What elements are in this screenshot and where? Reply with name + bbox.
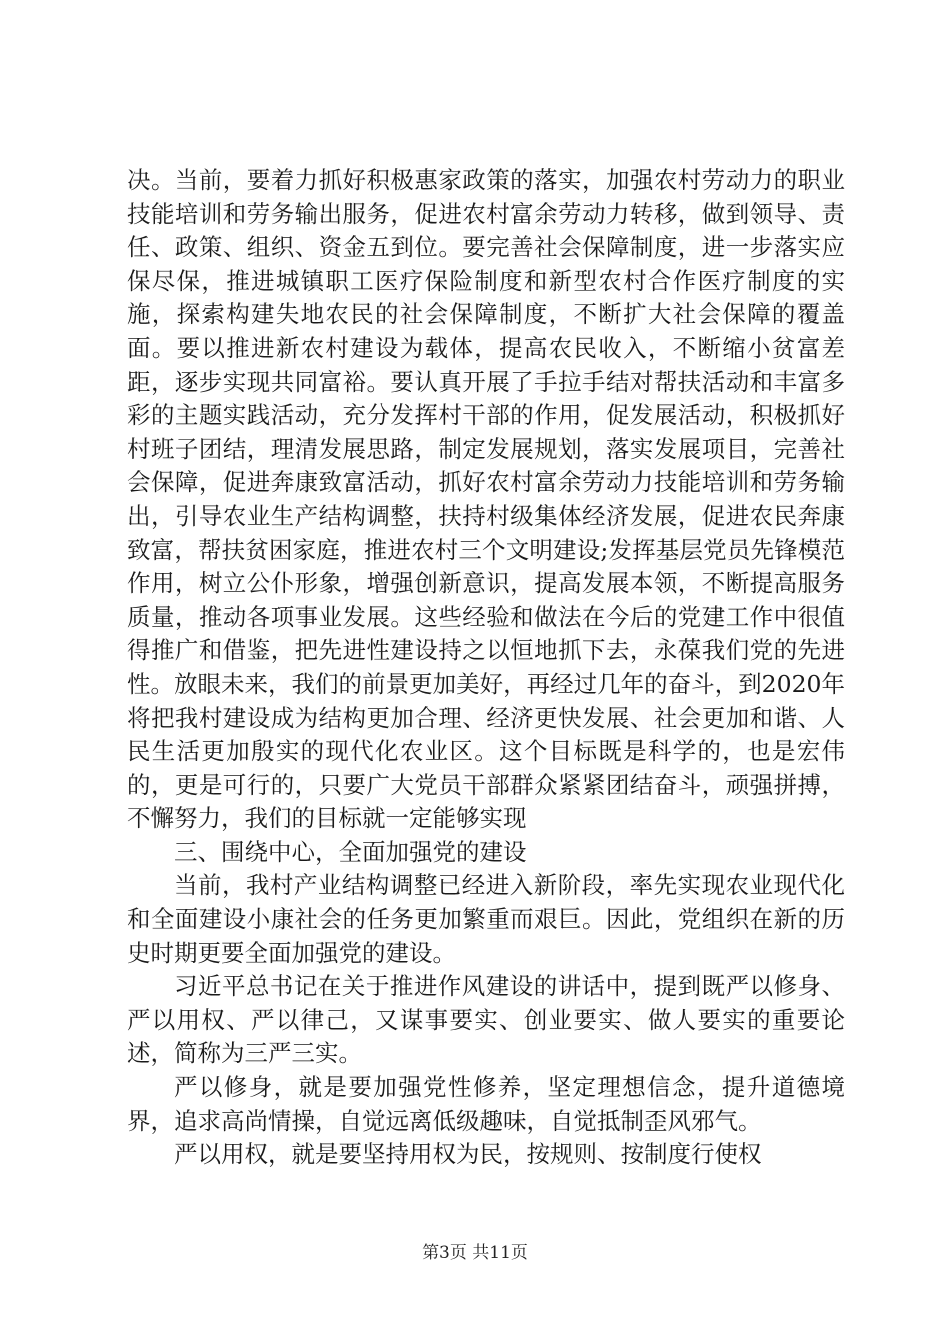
paragraph-4: 习近平总书记在关于推进作风建设的讲话中，提到既严以修身、严以用权、严以律己，又谋事要实、创业要实、做人要实的重要论述，简称为三严三实。	[127, 972, 845, 1068]
section-heading: 三、围绕中心，全面加强党的建设	[174, 837, 527, 866]
paragraph-1: 决。当前，要着力抓好积极惠家政策的落实，加强农村劳动力的职业技能培训和劳务输出服务，促进农村富余劳动力转移，做到领导、责任、政策、组织、资金五到位。要完善社会保障制度，进一步落实应保尽保，推进城镇职工医疗保险制度和新型农村合作医疗制度的实施，探索构建失地农民的社会保障制度，不断扩大社会保障的覆盖面。要以推进新农村建设为载体，提高农民收入，不断缩小贫富差距，逐步实现共同富裕。要认真开展了手拉手结对帮扶活动和丰富多彩的主题实践活动，充分发挥村干部的作用，促发展活动，积极抓好村班子团结，理清发展思路，制定发展规划，落实发展项目，完善社会保障，促进奔康致富活动，抓好农村富余劳动力技能培训和劳务输出，引导农业生产结构调整，扶持村级集体经济发展，促进农民奔康致富，帮扶贫困家庭，推进农村三个文明建设;发挥基层党员先锋模范作用，树立公仆形象，增强创新意识，提高发展本领，不断提高服务质量，推动各项事业发展。这些经验和做法在今后的党建工作中很值得推广和借鉴，把先进性建设持之以恒地抓下去，永葆我们党的先进性。放眼未来，我们的前景更加美好，再经过几年的奋斗，到2020年将把我村建设成为结构更加合理、经济更快发展、社会更加和谐、人民生活更加殷实的现代化农业区。这个目标既是科学的，也是宏伟的，更是可行的，只要广大党员干部群众紧紧团结奋斗，顽强拼搏，不懈努力，我们的目标就一定能够实现	[127, 166, 845, 833]
page-number-footer: 第3页 共11页	[422, 1243, 528, 1263]
document-body	[127, 164, 845, 1172]
paragraph-5: 严以修身，就是要加强党性修养，坚定理想信念，提升道德境界，追求高尚情操，自觉远离低级趣味，自觉抵制歪风邪气。	[127, 1073, 845, 1135]
paragraph-6: 严以用权，就是要坚持用权为民，按规则、按制度行使权	[174, 1140, 762, 1169]
paragraph-3: 当前，我村产业结构调整已经进入新阶段，率先实现农业现代化和全面建设小康社会的任务更加繁重而艰巨。因此，党组织在新的历史时期更要全面加强党的建设。	[127, 871, 845, 967]
